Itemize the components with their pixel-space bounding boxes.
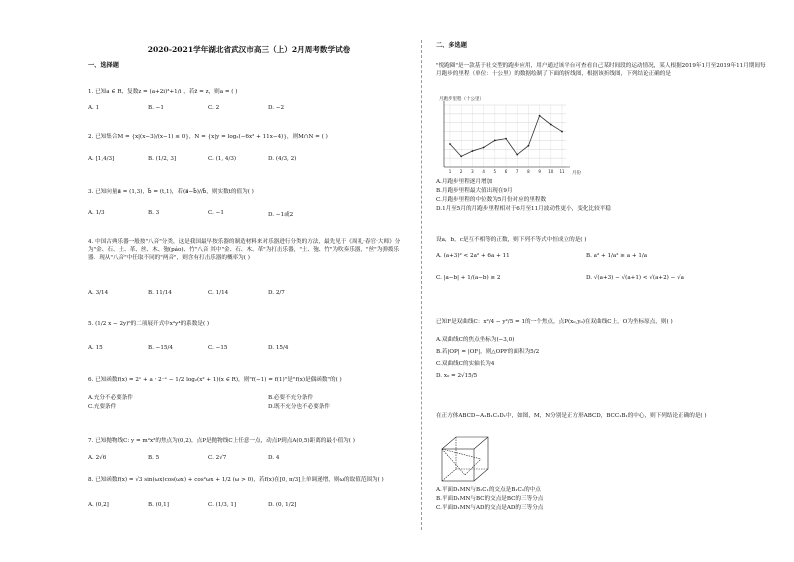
data-point <box>539 115 541 117</box>
option: A. 1 <box>88 105 100 111</box>
data-point <box>505 138 507 140</box>
question-4-options <box>88 290 328 296</box>
data-point <box>528 145 530 147</box>
chart-grid <box>444 105 566 167</box>
question-5-options <box>88 345 328 351</box>
option: A. 1/3 <box>88 210 105 216</box>
exam-title: 2020-2021学年湖北省武汉市高三（上）2月周考数学试卷 <box>147 45 351 54</box>
x-tick-label: 3 <box>471 169 474 174</box>
option: D. 15/4 <box>268 345 289 351</box>
chart-title: 月跑步里程（十公里） <box>439 97 484 102</box>
option: A. 15 <box>88 345 103 351</box>
x-tick-label: 10 <box>548 169 554 174</box>
x-tick-label: 2 <box>459 169 463 174</box>
option: C. (1, 4/3) <box>208 156 237 162</box>
question-10: 设a，b，c是互不相等的正数，则下列不等式中恒成立的是( ) <box>436 237 587 243</box>
question-6-options-left <box>88 394 268 412</box>
option: A.充分不必要条件 <box>88 395 133 401</box>
option: C. 2 <box>208 105 220 111</box>
x-tick-label: 7 <box>515 169 519 174</box>
option: C.平面D₁MN与AD的交点是AD的三等分点 <box>436 505 544 511</box>
question-12-options <box>436 486 770 513</box>
option: B. −15/4 <box>148 345 173 351</box>
option: D. (4/3, 2) <box>268 156 297 162</box>
option: C. −1 <box>208 210 224 216</box>
question-9-options <box>436 178 770 214</box>
running-mileage-line-chart <box>436 91 586 176</box>
question-7: 7. 已知抛物线C: y = m²x²的焦点为(0,2)，点P是抛物线C上任意一点，动点P到点A(0,5)距离的最小值为( ) <box>88 438 355 444</box>
option: B. (1/2, 3] <box>148 156 177 162</box>
option: D. 2/7 <box>268 290 285 296</box>
cube-edge <box>474 437 488 449</box>
option: D. (0, 1/2] <box>268 502 297 508</box>
option: A.双曲线C的焦点坐标为(−3,0) <box>436 337 515 343</box>
question-8: 8. 已知函数f(x) = √3 sin(ωx)cos(ωx) + cos²ωx + 1/2 (ω > 0)，若f(x)在[0, π/3]上单调递增，则ω的取值范围为( ) <box>88 477 384 483</box>
question-10-options-row1 <box>436 253 736 259</box>
option: A. (0,2] <box>88 502 109 508</box>
option: A. 2√6 <box>88 455 107 461</box>
option: A. 3/14 <box>88 290 109 296</box>
option: C. |a−b| + 1/(a−b) ≥ 2 <box>436 275 501 281</box>
data-point <box>449 143 451 145</box>
x-tick-label: 1 <box>448 169 452 174</box>
option: D. √(a+3) − √(a+1) < √(a+2) − √a <box>586 275 684 281</box>
option: C. (1/3, 1] <box>208 502 237 508</box>
option: D.1月至5月的月跑步里程相对于6月至11月波动性更小，变化比较平稳 <box>436 206 611 212</box>
data-point <box>483 147 485 149</box>
question-7-options <box>88 455 328 461</box>
data-point <box>460 155 462 157</box>
x-tick-label: 8 <box>527 169 530 174</box>
data-point <box>494 140 496 142</box>
chart-x-ticks <box>449 169 565 174</box>
question-11-options <box>436 334 770 382</box>
option: D. −2 <box>268 105 285 111</box>
option: B. 3 <box>148 210 160 216</box>
question-6-options-right <box>268 394 408 412</box>
data-point <box>516 154 518 156</box>
cube-hidden-edge <box>442 469 456 481</box>
question-5: 5. (1/2 x − 2y)⁶的二项展开式中x²y⁴的系数是( ) <box>88 321 210 327</box>
cube-back-edges <box>442 437 488 481</box>
option: C. 2√7 <box>208 455 227 461</box>
column-divider <box>421 40 422 530</box>
option: B.若|OP| = |OF|，则△OPF的面积为5/2 <box>436 349 540 355</box>
data-point <box>472 150 474 152</box>
cube-diagonal <box>442 449 481 459</box>
option: D. 4 <box>268 455 280 461</box>
question-6: 6. 已知函数f(x) = 2ˣ + a · 2⁻ˣ − 1/2 log₂(x² + 1)(x ∈ R)，则"f(−1) = f(1)"是"f(x)是偶函数"的( ) <box>88 377 342 383</box>
question-9: "悦跑圈"是一款基于社交型的跑步应用，用户通过该平台可查看自己某时间段的运动情况，某人根据2019年1月至2019年11月期间每月跑步的里程（单位：十公里）的数据绘制了下面的折线图，根据该折线图，下列结论正确的是 <box>436 63 766 77</box>
option: A. [1,4/3] <box>88 156 115 162</box>
option: D. x₀ = 2√15/5 <box>436 373 478 379</box>
option: B. a² + 1/a² ≥ a + 1/a <box>586 253 648 259</box>
x-tick-label: 6 <box>504 169 508 174</box>
question-2-options <box>88 156 328 162</box>
option: B. 5 <box>148 455 160 461</box>
option: B. 11/14 <box>148 290 172 296</box>
option: A.平面D₁MN与B₁C₁的交点是B₁C₁的中点 <box>436 487 541 493</box>
section-multi-choice: 二、多选题 <box>436 42 467 49</box>
question-2: 2. 已知集合M = {x|(x−3)/(x−1) ≤ 0}，N = {x|y = log₂(−6x² + 11x−4)}，则M∩N = ( ) <box>88 134 328 140</box>
data-point <box>550 124 552 126</box>
section-single-choice: 一、选择题 <box>88 62 119 69</box>
x-tick-label: 9 <box>538 169 541 174</box>
x-tick-label: 11 <box>559 169 565 174</box>
x-tick-label: 5 <box>493 169 497 174</box>
question-3-options <box>88 210 328 218</box>
option: C. 1/14 <box>208 290 229 296</box>
question-1: 1. 已知a ∈ R，复数z = (a+2i)³+1/i ，若z̄ = z，则a = ( ) <box>88 89 238 95</box>
question-4: 4. 中国古典乐器一般按"八音"分类，这是我国最早按乐器的制造材料来对乐器进行分类的方法，最先见于《周礼·春官·大师》分为"金、石、土、革、丝、木、匏(páo)、竹"八音 其中"金、石、木、革"为打击乐器，"土、匏、竹"为吹奏乐器，"丝"为弹拨乐器．现从"八音"中任取不同的"两音"，则含有打击乐器的概率为( ) <box>88 239 401 261</box>
x-axis-label: 月份 <box>572 171 581 176</box>
option: B.平面D₁MN与BC的交点是BC的三等分点 <box>436 496 544 502</box>
option: D.既不充分也不必要条件 <box>268 404 331 410</box>
question-12: 在正方体ABCD−A₁B₁C₁D₁中，如图，M，N分别是正方形ABCD，BCC₁B₁的中心，则下列结论正确的是( ) <box>436 413 707 419</box>
option: C.双曲线C的实轴长为4 <box>436 361 495 367</box>
question-8-options <box>88 502 328 508</box>
question-3: 3. 已知向量a⃗ = (1,3)，b⃗ = (t,1)，若(a⃗−b⃗)//b⃗，则实数t的值为( ) <box>88 189 254 195</box>
option: A.月跑步里程逐月增加 <box>436 179 493 185</box>
data-point <box>561 131 563 133</box>
option: B. −1 <box>148 105 164 111</box>
chart-axes <box>444 101 570 167</box>
option: B.月跑步里程最大值出现在9月 <box>436 188 513 194</box>
cube-diagonal <box>465 459 481 475</box>
option: C.充要条件 <box>88 404 117 410</box>
option: B. (0,1] <box>148 502 169 508</box>
option: B.必要不充分条件 <box>268 395 314 401</box>
option: C.月跑步里程的中位数为5月份对应的里程数 <box>436 197 547 203</box>
cube-figure <box>438 433 494 485</box>
question-1-options <box>88 105 328 111</box>
x-tick-label: 4 <box>482 169 485 174</box>
option: C. −15 <box>208 345 228 351</box>
cube-front-face <box>442 449 474 481</box>
question-11: 已知F是双曲线C：x²/4 − y²/5 = 1的一个焦点，点P(x₀,y₀)在双曲线C上，O为坐标原点，则( ) <box>436 319 673 325</box>
question-10-options-row2 <box>436 275 736 281</box>
option: A. (a+3)² < 2a² + 6a + 11 <box>436 253 510 259</box>
option: D. −1或2 <box>268 212 294 218</box>
